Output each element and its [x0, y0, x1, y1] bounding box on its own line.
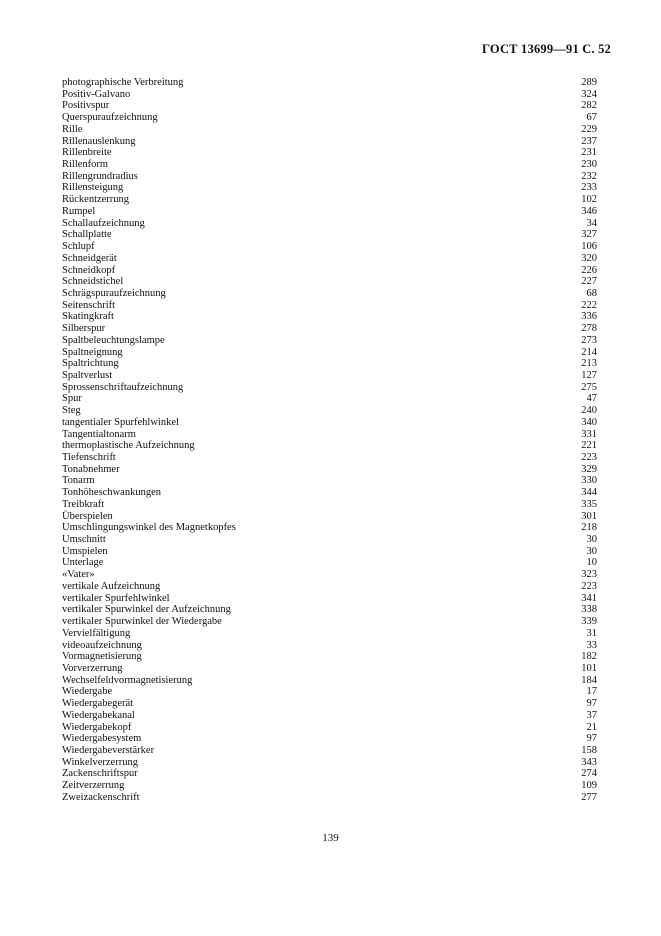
index-entry [62, 757, 597, 769]
index-term: Tonhöheschwankungen [62, 487, 161, 499]
index-term: Rille [62, 123, 83, 135]
index-term: «Vater» [62, 569, 95, 581]
index-entry [62, 265, 597, 277]
index-entry [62, 77, 597, 89]
index-page-ref: 223 [581, 580, 597, 592]
index-page-ref: 101 [581, 662, 597, 674]
index-entry [62, 604, 597, 616]
index-page-ref: 341 [581, 592, 597, 604]
index-page-ref: 97 [586, 698, 597, 710]
index-term: Zweizackenschrift [62, 791, 140, 803]
index-page-ref: 338 [581, 604, 597, 616]
index-page-ref: 323 [581, 569, 597, 581]
index-entry [62, 159, 597, 171]
index-page-ref: 275 [581, 381, 597, 393]
index-term: Schallaufzeichnung [62, 217, 145, 229]
index-entry [62, 780, 597, 792]
index-page-ref: 320 [581, 252, 597, 264]
index-page-ref: 301 [581, 510, 597, 522]
index-term: Wiedergabe [62, 686, 113, 698]
index-entry [62, 440, 597, 452]
index-term: Schneidstichel [62, 276, 124, 288]
index-entry [62, 522, 597, 534]
index-term: Zeitverzerrung [62, 780, 125, 792]
index-entry [62, 710, 597, 722]
index-entry [62, 511, 597, 523]
index-term: Tonabnehmer [62, 463, 120, 475]
index-page-ref: 10 [586, 557, 597, 569]
index-page-ref: 327 [581, 229, 597, 241]
index-term: Überspielen [62, 510, 113, 522]
index-term: Schneidgerät [62, 252, 117, 264]
index-term: Wiedergabekanal [62, 709, 135, 721]
index-term: tangentialer Spurfehlwinkel [62, 416, 179, 428]
index-entry [62, 429, 597, 441]
index-term: photographische Verbreitung [62, 77, 184, 88]
index-entry [62, 136, 597, 148]
index-entry [62, 253, 597, 265]
index-term: Querspuraufzeichnung [62, 112, 158, 124]
index-term: Wechselfeldvormagnetisierung [62, 674, 193, 686]
index-page-ref: 222 [581, 299, 597, 311]
index-term: videoaufzeichnung [62, 639, 142, 651]
index-page-ref: 158 [581, 744, 597, 756]
index-term: vertikaler Spurwinkel der Wiedergabe [62, 616, 222, 628]
index-entry [62, 124, 597, 136]
index-page-ref: 47 [586, 393, 597, 405]
index-page-ref: 67 [586, 112, 597, 124]
index-entry [62, 616, 597, 628]
index-page-ref: 233 [581, 182, 597, 194]
index-term: Vormagnetisierung [62, 651, 142, 663]
index-term: Schneidkopf [62, 264, 116, 276]
index-entry [62, 218, 597, 230]
index-entry [62, 335, 597, 347]
index-page-ref: 17 [586, 686, 597, 698]
index-term: vertikaler Spurwinkel der Aufzeichnung [62, 604, 231, 616]
index-page-ref: 109 [581, 780, 597, 792]
index-term: Spur [62, 393, 82, 405]
index-page-ref: 231 [581, 147, 597, 159]
index-term: Rumpel [62, 205, 96, 217]
index-page-ref: 230 [581, 159, 597, 171]
index-term: Spaltneignung [62, 346, 123, 358]
index-term: Vervielfältigung [62, 627, 131, 639]
index-entry [62, 323, 597, 335]
index-term: Rillensteigung [62, 182, 124, 194]
index-entry [62, 569, 597, 581]
index-entry [62, 546, 597, 558]
index-page-ref: 184 [581, 674, 597, 686]
index-term: Rückentzerrung [62, 194, 130, 206]
index-term: Wiedergabekopf [62, 721, 132, 733]
index-page-ref: 282 [581, 100, 597, 112]
index-term: Umschlingungswinkel des Magnetkopfes [62, 522, 236, 534]
index-page-ref: 240 [581, 405, 597, 417]
index-term: thermoplastische Aufzeichnung [62, 440, 195, 452]
index-term: Zackenschriftspur [62, 768, 138, 780]
index-entry [62, 464, 597, 476]
index-term: Rillenform [62, 159, 109, 171]
index-term: Schallplatte [62, 229, 112, 241]
index-entry [62, 628, 597, 640]
index-term: Seitenschrift [62, 299, 116, 311]
index-term: Rillenbreite [62, 147, 112, 159]
index-term: Umschnitt [62, 534, 106, 546]
index-page-ref: 329 [581, 463, 597, 475]
index-page-ref: 237 [581, 135, 597, 147]
index-page-ref: 340 [581, 416, 597, 428]
index-entry [62, 300, 597, 312]
index-page-ref: 344 [581, 487, 597, 499]
index-entry [62, 147, 597, 159]
index-page-ref: 277 [581, 791, 597, 803]
index-entry [62, 593, 597, 605]
index-term: vertikale Aufzeichnung [62, 580, 161, 592]
index-term: vertikaler Spurfehlwinkel [62, 592, 170, 604]
index-entry [62, 194, 597, 206]
index-term: Wiedergabesystem [62, 733, 142, 745]
index-page-ref: 232 [581, 170, 597, 182]
index-page-ref: 182 [581, 651, 597, 663]
index-page-ref: 33 [586, 639, 597, 651]
index-entry [62, 686, 597, 698]
index-page-ref: 339 [581, 616, 597, 628]
index-entry [62, 475, 597, 487]
index-entry [62, 534, 597, 546]
index-term: Schlupf [62, 241, 95, 253]
index-page-ref: 102 [581, 194, 597, 206]
index-page-ref: 226 [581, 264, 597, 276]
index-page-ref: 343 [581, 756, 597, 768]
index-term: Umspielen [62, 545, 108, 557]
index-page-ref: 106 [581, 241, 597, 253]
index-page-ref: 221 [581, 440, 597, 452]
index-entry [62, 405, 597, 417]
index-page-ref: 229 [581, 123, 597, 135]
index-entry [62, 182, 597, 194]
index-entry [62, 675, 597, 687]
index-term: Positivspur [62, 100, 110, 112]
index-page-ref: 31 [586, 627, 597, 639]
index-term: Spaltverlust [62, 369, 113, 381]
index-page-ref: 213 [581, 358, 597, 370]
index-entry [62, 112, 597, 124]
index-page-ref: 274 [581, 768, 597, 780]
index-entry [62, 487, 597, 499]
index-term: Tangentialtonarm [62, 428, 136, 440]
index-page-ref: 214 [581, 346, 597, 358]
index-term: Spaltbeleuchtungslampe [62, 334, 165, 346]
index-entry [62, 358, 597, 370]
index-entry [62, 347, 597, 359]
page-header: ГОСТ 13699—91 С. 52 [482, 42, 611, 56]
index-entry [62, 171, 597, 183]
index-entry [62, 100, 597, 112]
index-page-ref: 335 [581, 498, 597, 510]
index-term: Tonarm [62, 475, 95, 487]
index-term: Sprossenschriftaufzeichnung [62, 381, 184, 393]
index-page-ref: 37 [586, 709, 597, 721]
index-entry [62, 382, 597, 394]
index-entry [62, 768, 597, 780]
index-page-ref: 227 [581, 276, 597, 288]
index-entry [62, 792, 597, 804]
index-term: Positiv-Galvano [62, 88, 131, 100]
index-page-ref: 223 [581, 452, 597, 463]
index-page-ref: 127 [581, 369, 597, 381]
index-entry [62, 640, 597, 652]
index-page-ref: 30 [586, 545, 597, 557]
index-term: Spaltrichtung [62, 358, 119, 370]
index-term: Winkelverzerrung [62, 756, 138, 768]
index-entry [62, 722, 597, 734]
index-entry [62, 452, 597, 464]
index-term: Schrägspuraufzeichnung [62, 287, 166, 299]
index-term: Vorverzerrung [62, 662, 123, 674]
index-term: Rillenauslenkung [62, 135, 136, 147]
index-entry [62, 393, 597, 405]
index-page-ref: 346 [581, 205, 597, 217]
index-entry [62, 745, 597, 757]
index-entry [62, 288, 597, 300]
index-term: Rillengrundradius [62, 170, 138, 182]
index-entry [62, 206, 597, 218]
index-entry [62, 89, 597, 101]
index-entry [62, 311, 597, 323]
index-entry [62, 733, 597, 745]
index-page-ref: 68 [586, 287, 597, 299]
index-term: Steg [62, 405, 81, 417]
index-list [62, 77, 597, 804]
index-entry [62, 241, 597, 253]
index-entry [62, 229, 597, 241]
index-entry [62, 417, 597, 429]
index-term: Tiefenschrift [62, 452, 116, 463]
index-page-ref: 218 [581, 522, 597, 534]
index-term: Treibkraft [62, 498, 105, 510]
index-page-ref: 336 [581, 311, 597, 323]
index-term: Wiedergabeverstärker [62, 744, 155, 756]
index-entry [62, 581, 597, 593]
index-entry [62, 370, 597, 382]
index-term: Unterlage [62, 557, 104, 569]
index-page-ref: 21 [586, 721, 597, 733]
index-entry [62, 499, 597, 511]
index-entry [62, 651, 597, 663]
index-entry [62, 698, 597, 710]
index-page-ref: 289 [581, 77, 597, 88]
index-page-ref: 34 [586, 217, 597, 229]
index-term: Skatingkraft [62, 311, 114, 323]
index-page-ref: 330 [581, 475, 597, 487]
index-term: Silberspur [62, 323, 106, 335]
index-page-ref: 97 [586, 733, 597, 745]
index-entry [62, 557, 597, 569]
index-page-ref: 273 [581, 334, 597, 346]
index-page-ref: 331 [581, 428, 597, 440]
index-page-ref: 324 [581, 88, 597, 100]
index-page-ref: 30 [586, 534, 597, 546]
page-number: 139 [322, 832, 339, 844]
index-term: Wiedergabegerät [62, 698, 134, 710]
index-entry [62, 663, 597, 675]
index-entry [62, 276, 597, 288]
index-page-ref: 278 [581, 323, 597, 335]
